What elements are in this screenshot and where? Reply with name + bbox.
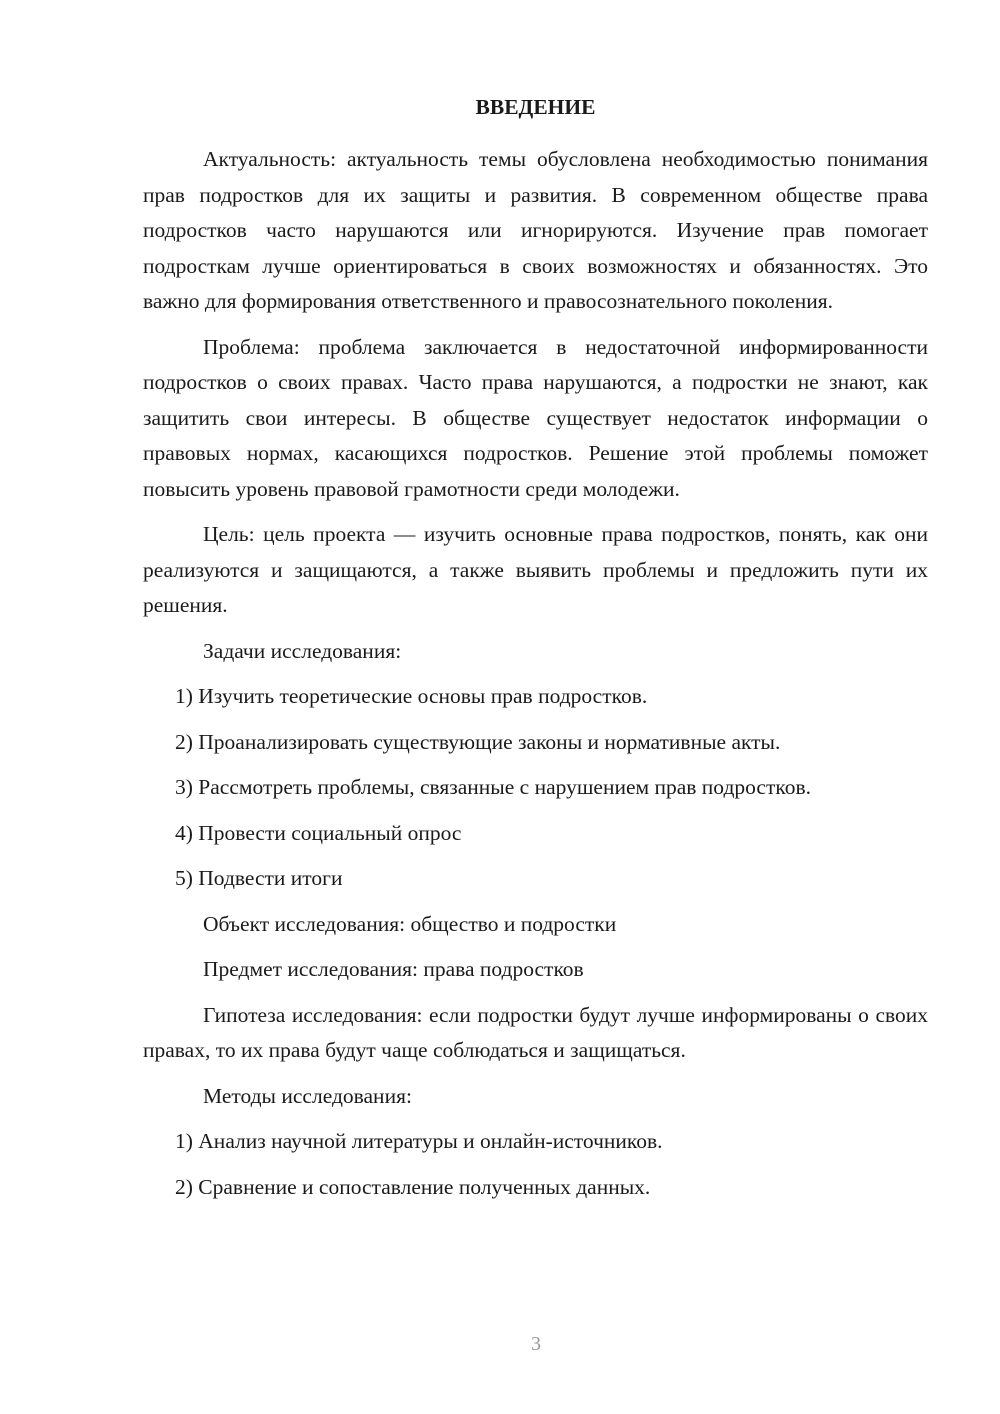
task-item-4: 4) Провести социальный опрос (175, 820, 462, 845)
task-item-1: 1) Изучить теоретические основы прав подростков. (175, 684, 648, 708)
methods-heading: Методы исследования: (203, 1083, 412, 1108)
task-item-5: 5) Подвести итоги (175, 866, 343, 890)
task-item-3: 3) Рассмотреть проблемы, связанные с нарушением прав подростков. (175, 775, 811, 799)
tasks-heading: Задачи исследования: (203, 638, 402, 663)
method-item-2: 2) Сравнение и сопоставление полученных данных. (175, 1174, 651, 1199)
hypothesis-paragraph: Гипотеза исследования: если подростки будут лучше информированы о своих правах, то их права будут чаще соблюдаться и защищаться. (143, 1002, 928, 1062)
section-title: ВВЕДЕНИЕ (475, 95, 596, 119)
method-item-1: 1) Анализ научной литературы и онлайн-источников. (175, 1129, 663, 1153)
document-page (143, 92, 928, 1215)
page-number: 3 (531, 1333, 541, 1355)
research-object: Объект исследования: общество и подростки (203, 911, 617, 936)
task-item-2: 2) Проанализировать существующие законы и нормативные акты. (175, 729, 781, 754)
problem-paragraph: Проблема: проблема заключается в недостаточной информированности подростков о своих правах. Часто права нарушаются, а подростки не знают, как защитить свои интересы. В обществе существует недостаток информации о правовых нормах, касающихся подростков. Решение этой проблемы поможет повысить уровень правовой грамотности среди молодежи. (143, 334, 928, 501)
research-subject: Предмет исследования: права подростков (203, 957, 584, 981)
relevance-paragraph: Актуальность: актуальность темы обусловлена необходимостью понимания прав подростков для их защиты и развития. В современном обществе права подростков часто нарушаются или игнорируются. Изучение прав помогает подросткам лучше ориентироваться в своих возможностях и обязанностях. Это важно для формирования ответственного и правосознательного поколения. (143, 147, 928, 313)
goal-paragraph: Цель: цель проекта — изучить основные права подростков, понять, как они реализуются и защищаются, а также выявить проблемы и предложить пути их решения. (143, 522, 928, 617)
